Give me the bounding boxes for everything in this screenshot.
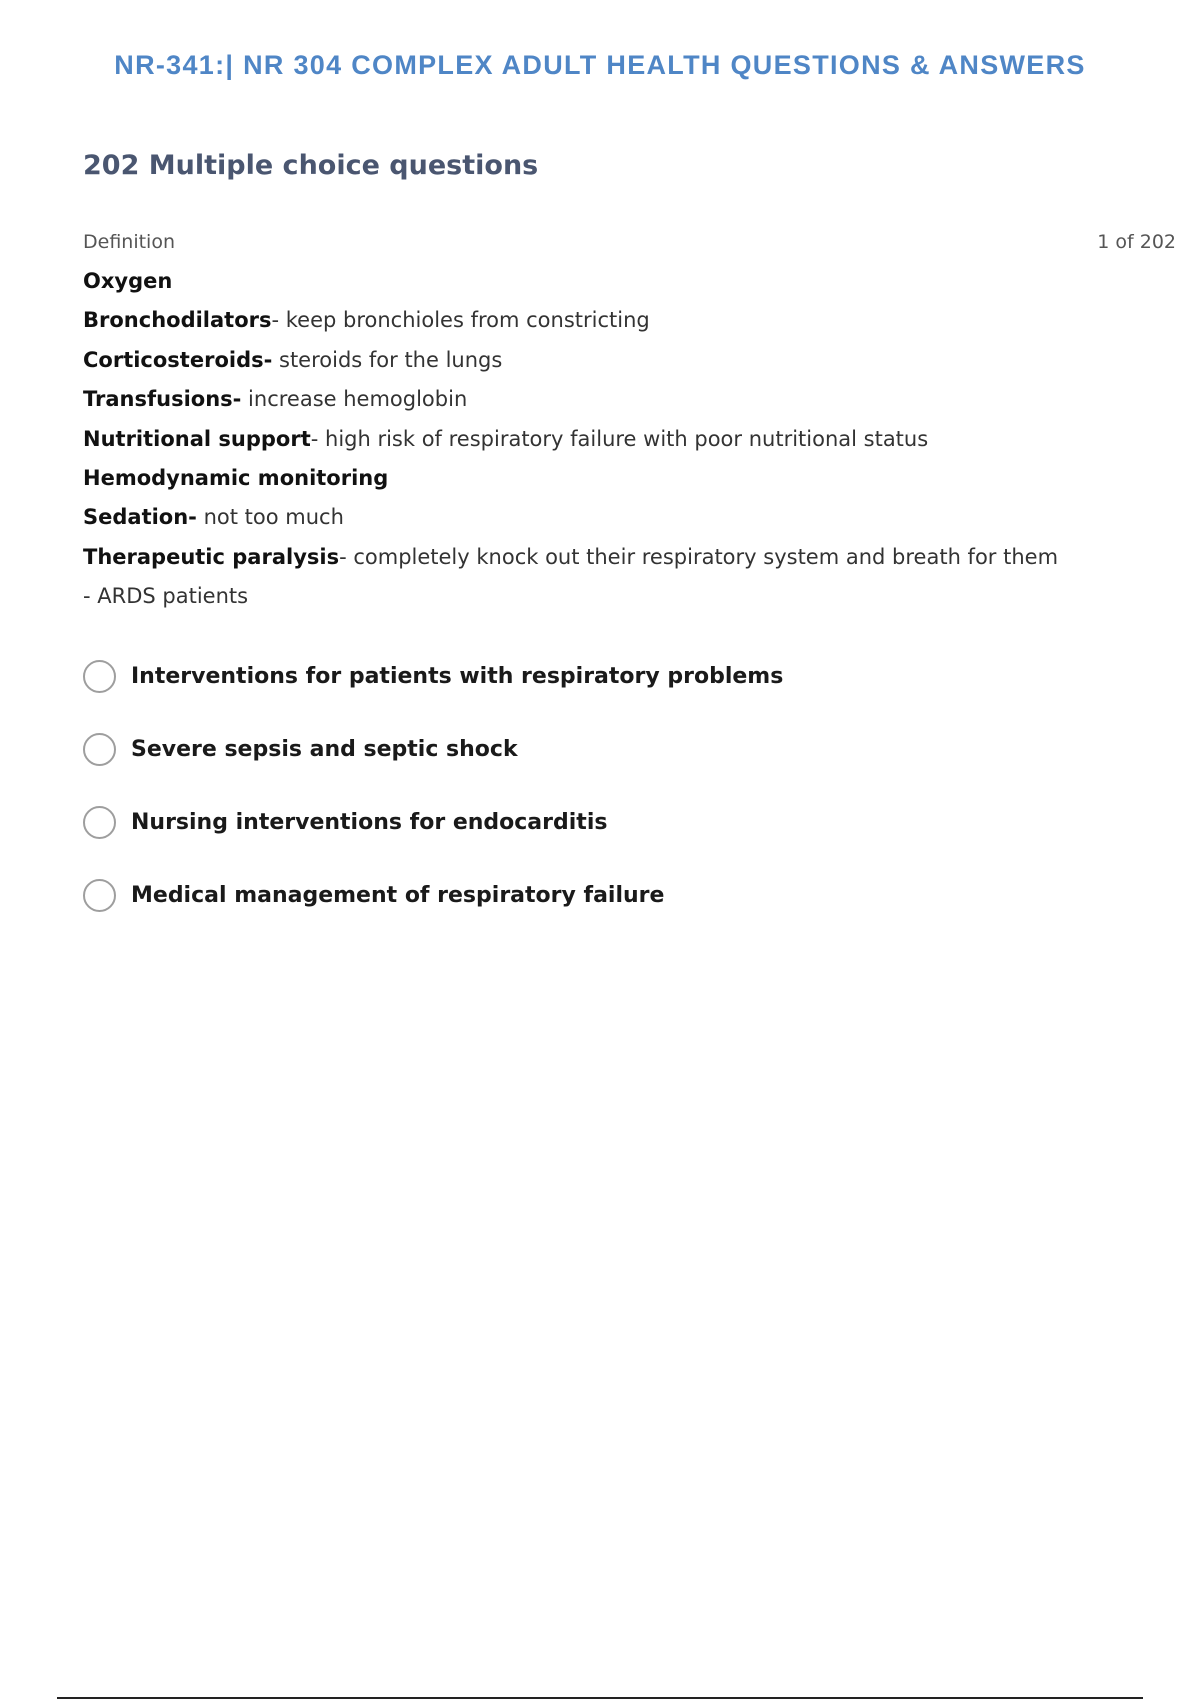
definition-term: Corticosteroids- [83, 347, 273, 372]
definition-description: increase hemoglobin [241, 387, 468, 412]
definition-description: not too much [196, 505, 344, 530]
definition-line [83, 423, 1163, 462]
definition-line [83, 383, 1163, 422]
question-count-heading: 202 Multiple choice questions [83, 150, 539, 181]
definition-line [83, 501, 1163, 540]
answer-option-label[interactable]: Medical management of respiratory failure [131, 883, 665, 908]
definition-line [83, 265, 1163, 304]
answer-option[interactable] [83, 786, 783, 859]
answer-option-label[interactable]: Interventions for patients with respiratory problems [131, 664, 784, 689]
answer-option-label[interactable]: Severe sepsis and septic shock [131, 737, 518, 762]
definition-term: Sedation- [83, 505, 197, 530]
radio-unchecked-icon[interactable] [83, 806, 116, 839]
answer-option[interactable] [83, 713, 783, 786]
definition-label: Definition [83, 231, 176, 253]
definition-description: - completely knock out their respiratory system and breath for them [339, 544, 1059, 569]
definition-line [83, 304, 1163, 343]
question-progress: 1 of 202 [1097, 231, 1176, 253]
answer-option[interactable] [83, 640, 783, 713]
definition-line [83, 580, 1163, 619]
definition-term: Therapeutic paralysis [83, 544, 340, 569]
radio-unchecked-icon[interactable] [83, 733, 116, 766]
definition-line [83, 462, 1163, 501]
footer-divider [57, 1697, 1143, 1699]
definition-description: - high risk of respiratory failure with poor nutritional status [310, 426, 929, 451]
definition-description: - ARDS patients [83, 584, 249, 609]
answer-options [83, 640, 783, 932]
answer-option-label[interactable]: Nursing interventions for endocarditis [131, 810, 608, 835]
definition-term: Oxygen [83, 269, 173, 293]
radio-unchecked-icon[interactable] [83, 660, 116, 693]
answer-option[interactable] [83, 859, 783, 932]
definition-line [83, 541, 1163, 580]
definition-term: Nutritional support [83, 426, 311, 451]
definition-body [83, 265, 1163, 620]
definition-term: Bronchodilators [83, 308, 272, 333]
definition-line [83, 344, 1163, 383]
definition-term: Hemodynamic monitoring [83, 465, 389, 490]
definition-term: Transfusions- [83, 387, 242, 412]
definition-description: - keep bronchioles from constricting [271, 308, 650, 333]
definition-description: steroids for the lungs [272, 347, 503, 372]
document-title: NR-341:| NR 304 COMPLEX ADULT HEALTH QUESTIONS & ANSWERS [114, 50, 1086, 80]
radio-unchecked-icon[interactable] [83, 879, 116, 912]
